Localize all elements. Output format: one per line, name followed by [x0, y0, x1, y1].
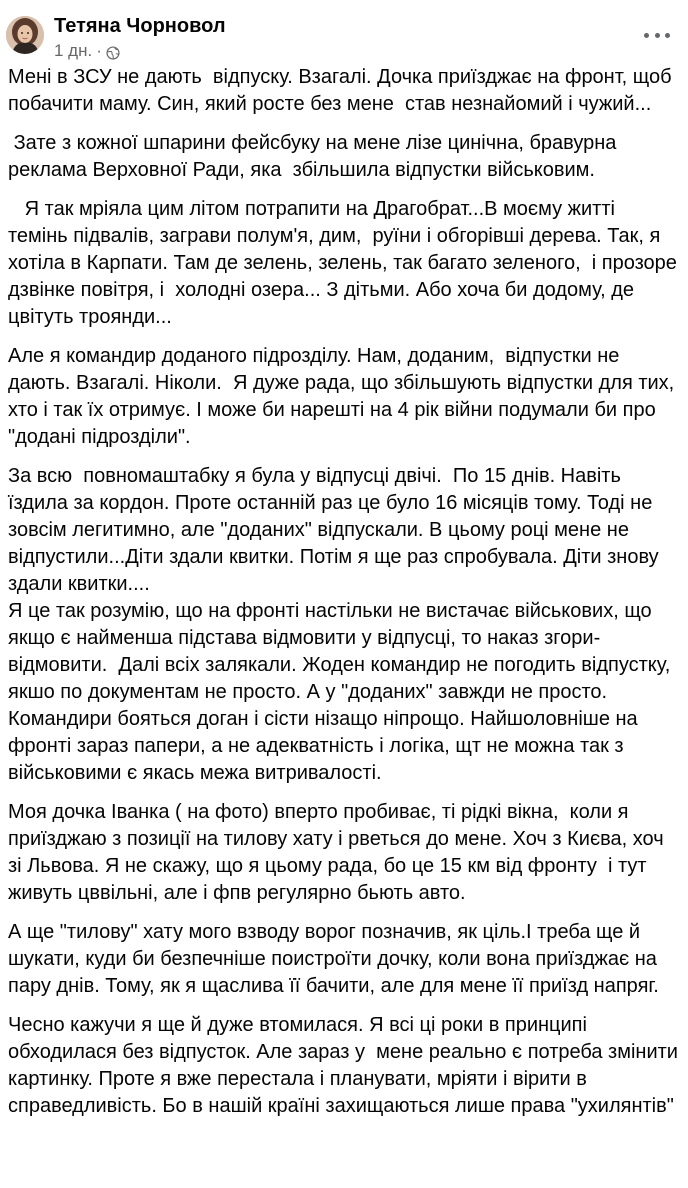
post-paragraph: Я так мріяла цим літом потрапити на Драгобрат...В моєму житті темінь підвалів, заграви полум'я, дим, руїни і обгорівші дерева. Так, я хотіла в Карпати. Там де зелень, зелень, так багато зеленого, і прозоре дзвінке повітря, і холодні озера... З дітьми. Або хоча би додому, де цвітуть троянди...: [8, 198, 683, 328]
avatar-photo-icon: [6, 16, 44, 54]
post-body: [8, 64, 684, 1120]
post-paragraph: Моя дочка Іванка ( на фото) вперто пробиває, ті рідкі вікна, коли я приїзджаю з позиції на тилову хату і рветься до мене. Хоч з Києва, хоч зі Львова. Я не скажу, що я цьому рада, бо це 15 км від фронту і тут живуть цввільні, але і фпв регулярно бьють авто.: [8, 801, 670, 904]
avatar[interactable]: [6, 16, 44, 54]
post-paragraph: Мені в ЗСУ не дають відпуску. Взагалі. Дочка приїзджає на фронт, щоб побачити маму. Син, який росте без мене став незнайомий і чужий...: [8, 66, 678, 115]
post-timestamp[interactable]: 1 дн.: [54, 41, 93, 60]
more-dot: [655, 33, 660, 38]
post-header: [0, 0, 688, 66]
more-options-icon[interactable]: [644, 28, 670, 42]
author-name[interactable]: Тетяна Чорновол: [54, 15, 226, 37]
more-dot: [665, 33, 670, 38]
meta-separator: ·: [96, 41, 102, 60]
post-paragraph: Зате з кожної шпарини фейсбуку на мене лізе цинічна, бравурна реклама Верховної Ради, яка збільшила відпустки військовим.: [8, 132, 622, 181]
globe-icon[interactable]: [106, 44, 120, 58]
post-paragraph: Але я командир доданого підрозділу. Нам, доданим, відпустки не дають. Взагалі. Ніколи. Я дуже рада, що збільшують відпустки для тих, хто і так їх отримує. І може би нарешті на 4 рік війни подумали би про "додані підрозділи".: [8, 345, 680, 448]
more-dot: [644, 33, 649, 38]
post-paragraph: А ще "тилову" хату мого взводу ворог позначив, як ціль.І треба ще й шукати, куди би безпечніше поистроїти дочку, коли вона приїзджає на пару днів. Тому, як я щаслива її бачити, але для мене її приїзд напряг.: [8, 921, 663, 997]
post-meta: [54, 40, 120, 62]
post-paragraph: Чесно кажучи я ще й дуже втомилася. Я всі ці роки в принципі обходилася без відпусток. Але зараз у мене реально є потреба змінити картинку. Проте я вже перестала і планувати, мріяти і вірити в справедливість. Бо в нашій країні захищаються лише права "ухилянтів": [8, 1014, 684, 1117]
post-paragraph: За всю повномаштабку я була у відпусці двічі. По 15 днів. Навіть їздила за кордон. Проте останній раз це було 16 місяців тому. Тоді не зовсім легитимно, але "доданих" відпускали. В цьому році мене не відпустили...Діти здали квитки. Потім я ще раз спробувала. Діти знову здали квитки.... Я це так розумію, що на фронті настільки не вистачає військових, що якщо є найменша підстава відмовити у відпусці, то наказ згори- відмовити. Далі всіх залякали. Жоден командир не погодить відпустку, якшо по документам не просто. А у "доданих" завжди не просто. Командири бояться доган і сісти нізащо ніпрощо. Найшоловніше на фронті зараз папери, а не адекватність і логіка, щт не можна так з військовими є якась межа витривалості.: [8, 465, 671, 784]
